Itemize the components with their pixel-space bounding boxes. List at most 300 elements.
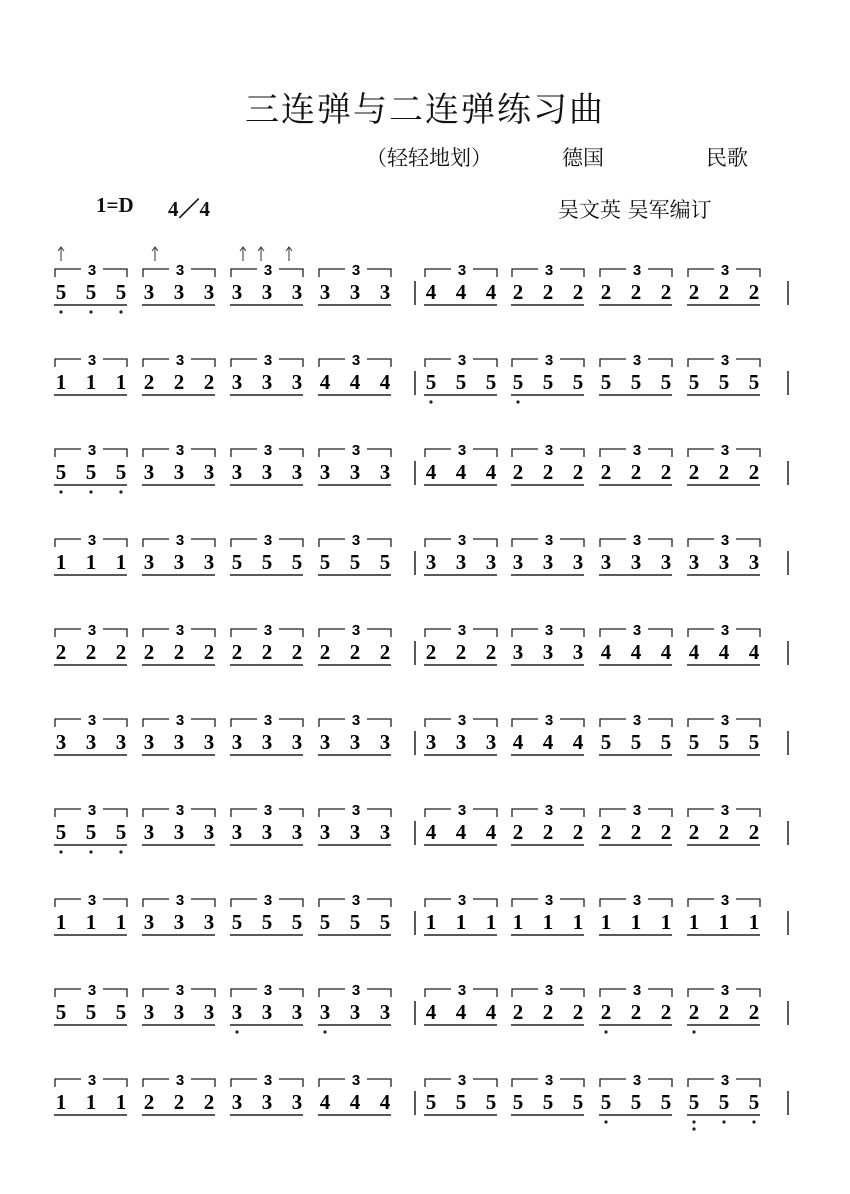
tuplet-bracket	[55, 629, 81, 637]
note-digit: 3	[231, 370, 243, 394]
note-digit: 5	[485, 370, 497, 394]
tuplet-bracket	[191, 989, 215, 997]
note-digit: 2	[748, 460, 760, 484]
tuplet-number: 3	[175, 982, 185, 999]
tuplet-number: 3	[632, 802, 642, 819]
tuplet-bracket	[319, 449, 345, 457]
tuplet-number: 3	[351, 1072, 361, 1089]
tuplet-bracket	[279, 629, 303, 637]
tuplet-bracket	[279, 989, 303, 997]
tuplet-number: 3	[263, 802, 273, 819]
note-digit: 3	[425, 550, 437, 574]
tuplet-bracket	[600, 719, 626, 727]
note-digit: 3	[173, 460, 185, 484]
tuplet-bracket	[231, 1079, 257, 1087]
tuplet-bracket	[55, 809, 81, 817]
tuplet-bracket	[55, 719, 81, 727]
tuplet-number: 3	[175, 352, 185, 369]
tuplet-bracket	[688, 809, 714, 817]
tuplet-bracket	[55, 269, 81, 277]
tuplet-bracket	[600, 629, 626, 637]
tuplet-bracket	[425, 449, 451, 457]
note-digit: 1	[572, 910, 584, 934]
tuplet-bracket	[367, 899, 391, 907]
tuplet-number: 3	[175, 1072, 185, 1089]
tuplet-number: 3	[175, 622, 185, 639]
note-digit: 4	[455, 1000, 467, 1024]
note-digit: 5	[718, 730, 730, 754]
note-digit: 3	[173, 550, 185, 574]
tuplet-bracket	[425, 539, 451, 547]
note-digit: 3	[203, 280, 215, 304]
note-digit: 2	[542, 460, 554, 484]
note-digit: 3	[512, 550, 524, 574]
note-digit: 2	[572, 1000, 584, 1024]
note-digit: 1	[85, 1090, 97, 1114]
note-digit: 3	[485, 550, 497, 574]
note-digit: 2	[512, 820, 524, 844]
note-digit: 2	[143, 370, 155, 394]
tuplet-number: 3	[263, 982, 273, 999]
tuplet-bracket	[55, 899, 81, 907]
tuplet-bracket	[191, 629, 215, 637]
tuplet-number: 3	[87, 712, 97, 729]
low-octave-dot	[59, 490, 62, 493]
tempo-marking: （轻轻地划）	[366, 146, 492, 170]
tuplet-bracket	[560, 359, 584, 367]
tuplet-number: 3	[720, 712, 730, 729]
note-digit: 5	[542, 1090, 554, 1114]
tuplet-bracket	[191, 719, 215, 727]
tuplet-bracket	[143, 629, 169, 637]
note-digit: 3	[143, 550, 155, 574]
tuplet-bracket	[648, 899, 672, 907]
tuplet-number: 3	[720, 532, 730, 549]
tuplet-number: 3	[87, 262, 97, 279]
note-digit: 5	[512, 370, 524, 394]
note-digit: 2	[600, 460, 612, 484]
tuplet-number: 3	[457, 622, 467, 639]
tuplet-bracket	[425, 1079, 451, 1087]
tuplet-number: 3	[632, 622, 642, 639]
note-digit: 1	[55, 910, 67, 934]
tuplet-number: 3	[263, 262, 273, 279]
note-digit: 5	[115, 280, 127, 304]
low-octave-dot	[516, 400, 519, 403]
note-digit: 2	[748, 820, 760, 844]
tuplet-bracket	[367, 629, 391, 637]
upbow-arrow	[152, 247, 158, 261]
note-digit: 3	[55, 730, 67, 754]
note-digit: 3	[261, 1000, 273, 1024]
tuplet-bracket	[367, 719, 391, 727]
note-digit: 2	[55, 640, 67, 664]
note-digit: 3	[572, 640, 584, 664]
tuplet-bracket	[279, 359, 303, 367]
note-digit: 2	[485, 640, 497, 664]
note-digit: 3	[231, 730, 243, 754]
note-digit: 5	[319, 550, 331, 574]
tuplet-bracket	[736, 809, 760, 817]
tuplet-number: 3	[457, 982, 467, 999]
tuplet-bracket	[191, 359, 215, 367]
note-digit: 3	[143, 460, 155, 484]
note-digit: 5	[660, 370, 672, 394]
tuplet-bracket	[103, 809, 127, 817]
note-digit: 5	[85, 460, 97, 484]
note-digit: 4	[718, 640, 730, 664]
note-digit: 3	[349, 820, 361, 844]
upbow-arrow	[286, 247, 292, 261]
note-digit: 3	[203, 550, 215, 574]
note-digit: 5	[572, 1090, 584, 1114]
tuplet-bracket	[367, 269, 391, 277]
note-digit: 5	[55, 820, 67, 844]
tuplet-number: 3	[720, 1072, 730, 1089]
origin-label: 德国	[562, 146, 604, 170]
tuplet-bracket	[648, 539, 672, 547]
note-digit: 2	[660, 820, 672, 844]
tuplet-number: 3	[263, 1072, 273, 1089]
tuplet-bracket	[191, 539, 215, 547]
tuplet-number: 3	[544, 892, 554, 909]
tuplet-number: 3	[457, 442, 467, 459]
note-digit: 5	[600, 730, 612, 754]
note-digit: 5	[718, 1090, 730, 1114]
tuplet-bracket	[231, 899, 257, 907]
tuplet-bracket	[512, 539, 538, 547]
note-digit: 2	[291, 640, 303, 664]
note-digit: 3	[261, 280, 273, 304]
note-digit: 5	[85, 1000, 97, 1024]
note-digit: 4	[485, 280, 497, 304]
tuplet-bracket	[600, 1079, 626, 1087]
note-digit: 1	[85, 550, 97, 574]
tuplet-bracket	[648, 1079, 672, 1087]
note-digit: 5	[455, 370, 467, 394]
note-digit: 5	[319, 910, 331, 934]
note-digit: 2	[455, 640, 467, 664]
note-digit: 3	[85, 730, 97, 754]
note-digit: 4	[425, 280, 437, 304]
note-digit: 3	[261, 1090, 273, 1114]
tuplet-bracket	[560, 719, 584, 727]
tuplet-bracket	[319, 989, 345, 997]
note-digit: 5	[379, 910, 391, 934]
tuplet-number: 3	[544, 352, 554, 369]
note-digit: 1	[748, 910, 760, 934]
tuplet-number: 3	[720, 442, 730, 459]
tuplet-number: 3	[457, 1072, 467, 1089]
tuplet-number: 3	[632, 1072, 642, 1089]
note-digit: 3	[542, 640, 554, 664]
upbow-arrow	[58, 247, 64, 261]
note-digit: 3	[291, 460, 303, 484]
tuplet-number: 3	[87, 532, 97, 549]
note-digit: 4	[455, 460, 467, 484]
note-digit: 4	[688, 640, 700, 664]
note-digit: 2	[542, 820, 554, 844]
note-digit: 4	[572, 730, 584, 754]
tuplet-number: 3	[351, 712, 361, 729]
note-digit: 4	[425, 820, 437, 844]
tuplet-bracket	[319, 359, 345, 367]
note-digit: 3	[231, 460, 243, 484]
tuplet-bracket	[103, 539, 127, 547]
tuplet-bracket	[560, 629, 584, 637]
tuplet-bracket	[736, 359, 760, 367]
note-digit: 3	[660, 550, 672, 574]
tuplet-number: 3	[351, 892, 361, 909]
note-digit: 3	[261, 730, 273, 754]
note-digit: 2	[718, 1000, 730, 1024]
upbow-arrow	[240, 247, 246, 261]
note-digit: 3	[319, 280, 331, 304]
tuplet-number: 3	[351, 262, 361, 279]
tuplet-number: 3	[175, 712, 185, 729]
note-digit: 5	[660, 1090, 672, 1114]
tuplet-number: 3	[87, 622, 97, 639]
note-digit: 3	[231, 1090, 243, 1114]
tuplet-bracket	[103, 1079, 127, 1087]
note-digit: 1	[115, 550, 127, 574]
note-digit: 1	[660, 910, 672, 934]
tuplet-number: 3	[632, 442, 642, 459]
tuplet-bracket	[473, 359, 497, 367]
genre-label: 民歌	[706, 146, 748, 170]
note-digit: 3	[261, 460, 273, 484]
note-digit: 2	[600, 280, 612, 304]
note-digit: 3	[173, 280, 185, 304]
tuplet-bracket	[648, 269, 672, 277]
tuplet-bracket	[688, 899, 714, 907]
note-digit: 3	[173, 910, 185, 934]
note-digit: 3	[143, 820, 155, 844]
note-digit: 4	[455, 280, 467, 304]
tuplet-number: 3	[632, 982, 642, 999]
note-digit: 2	[572, 280, 584, 304]
tuplet-bracket	[688, 359, 714, 367]
low-octave-dot	[119, 850, 122, 853]
tuplet-number: 3	[263, 442, 273, 459]
note-digit: 2	[143, 640, 155, 664]
note-digit: 3	[291, 370, 303, 394]
tuplet-number: 3	[263, 622, 273, 639]
note-digit: 3	[349, 730, 361, 754]
tuplet-bracket	[736, 449, 760, 457]
tuplet-bracket	[231, 719, 257, 727]
tuplet-number: 3	[720, 352, 730, 369]
tuplet-bracket	[319, 1079, 345, 1087]
tuplet-bracket	[319, 629, 345, 637]
note-digit: 2	[748, 280, 760, 304]
note-digit: 2	[542, 280, 554, 304]
note-digit: 4	[485, 460, 497, 484]
tuplet-bracket	[55, 989, 81, 997]
note-digit: 3	[115, 730, 127, 754]
note-digit: 5	[115, 460, 127, 484]
note-digit: 5	[425, 1090, 437, 1114]
tuplet-bracket	[736, 899, 760, 907]
note-digit: 3	[349, 460, 361, 484]
note-digit: 4	[542, 730, 554, 754]
tuplet-bracket	[55, 539, 81, 547]
upbow-arrow	[258, 247, 264, 261]
tuplet-bracket	[560, 539, 584, 547]
tuplet-bracket	[319, 269, 345, 277]
note-digit: 4	[349, 370, 361, 394]
tuplet-number: 3	[87, 1072, 97, 1089]
note-digit: 2	[688, 280, 700, 304]
note-digit: 3	[143, 280, 155, 304]
note-digit: 2	[630, 280, 642, 304]
tuplet-bracket	[103, 269, 127, 277]
low-octave-dot	[119, 490, 122, 493]
tuplet-bracket	[103, 449, 127, 457]
low-octave-dot	[89, 310, 92, 313]
note-digit: 2	[512, 280, 524, 304]
note-digit: 5	[291, 550, 303, 574]
low-octave-dot	[604, 1120, 607, 1123]
note-digit: 1	[455, 910, 467, 934]
note-digit: 3	[319, 820, 331, 844]
note-digit: 4	[485, 820, 497, 844]
page-title: 三连弹与二连弹练习曲	[245, 90, 605, 130]
tuplet-bracket	[231, 629, 257, 637]
note-digit: 3	[291, 280, 303, 304]
note-digit: 3	[143, 1000, 155, 1024]
tuplet-bracket	[688, 539, 714, 547]
note-digit: 5	[542, 370, 554, 394]
tuplet-number: 3	[720, 262, 730, 279]
note-digit: 3	[349, 280, 361, 304]
note-digit: 3	[261, 370, 273, 394]
note-digit: 5	[261, 910, 273, 934]
note-digit: 1	[512, 910, 524, 934]
note-digit: 5	[688, 1090, 700, 1114]
tuplet-bracket	[279, 809, 303, 817]
note-digit: 3	[485, 730, 497, 754]
tuplet-bracket	[600, 269, 626, 277]
tuplet-bracket	[55, 449, 81, 457]
tuplet-bracket	[367, 449, 391, 457]
note-digit: 3	[379, 460, 391, 484]
note-digit: 4	[748, 640, 760, 664]
note-digit: 4	[379, 370, 391, 394]
note-digit: 2	[600, 1000, 612, 1024]
tuplet-bracket	[143, 539, 169, 547]
tuplet-number: 3	[544, 532, 554, 549]
tuplet-bracket	[367, 809, 391, 817]
tuplet-bracket	[512, 989, 538, 997]
tuplet-bracket	[688, 719, 714, 727]
note-digit: 5	[115, 820, 127, 844]
note-digit: 1	[425, 910, 437, 934]
low-octave-dot	[59, 310, 62, 313]
tuplet-number: 3	[175, 262, 185, 279]
tuplet-bracket	[231, 539, 257, 547]
note-digit: 2	[688, 820, 700, 844]
note-digit: 2	[143, 1090, 155, 1114]
tuplet-number: 3	[351, 802, 361, 819]
tuplet-number: 3	[457, 532, 467, 549]
low-octave-dot	[323, 1030, 326, 1033]
note-digit: 1	[115, 1090, 127, 1114]
note-digit: 2	[688, 1000, 700, 1024]
note-digit: 5	[231, 910, 243, 934]
tuplet-bracket	[231, 809, 257, 817]
low-octave-dot	[604, 1030, 607, 1033]
note-digit: 3	[203, 460, 215, 484]
note-digit: 1	[55, 370, 67, 394]
tuplet-bracket	[560, 809, 584, 817]
tuplet-number: 3	[87, 892, 97, 909]
note-digit: 3	[319, 730, 331, 754]
note-digit: 2	[630, 460, 642, 484]
note-digit: 2	[748, 1000, 760, 1024]
tuplet-bracket	[279, 1079, 303, 1087]
note-digit: 5	[261, 550, 273, 574]
tuplet-bracket	[425, 719, 451, 727]
note-digit: 3	[261, 820, 273, 844]
tuplet-bracket	[648, 989, 672, 997]
note-digit: 3	[231, 280, 243, 304]
tuplet-bracket	[55, 1079, 81, 1087]
note-digit: 2	[660, 280, 672, 304]
note-digit: 5	[688, 370, 700, 394]
tuplet-bracket	[367, 359, 391, 367]
note-digit: 4	[455, 820, 467, 844]
note-digit: 3	[173, 820, 185, 844]
tuplet-bracket	[648, 449, 672, 457]
tuplet-bracket	[367, 539, 391, 547]
note-digit: 5	[748, 1090, 760, 1114]
tuplet-number: 3	[87, 802, 97, 819]
tuplet-bracket	[103, 989, 127, 997]
note-digit: 3	[349, 1000, 361, 1024]
note-digit: 3	[455, 550, 467, 574]
tuplet-bracket	[143, 899, 169, 907]
note-digit: 1	[115, 910, 127, 934]
tuplet-bracket	[736, 1079, 760, 1087]
tuplet-number: 3	[544, 712, 554, 729]
note-digit: 3	[291, 1090, 303, 1114]
tuplet-bracket	[103, 629, 127, 637]
tuplet-bracket	[512, 809, 538, 817]
note-digit: 5	[85, 280, 97, 304]
note-digit: 3	[203, 910, 215, 934]
tuplet-number: 3	[632, 892, 642, 909]
note-digit: 3	[542, 550, 554, 574]
note-digit: 2	[173, 370, 185, 394]
note-digit: 4	[512, 730, 524, 754]
note-digit: 1	[542, 910, 554, 934]
note-digit: 3	[718, 550, 730, 574]
tuplet-number: 3	[720, 982, 730, 999]
note-digit: 5	[630, 730, 642, 754]
tuplet-number: 3	[544, 982, 554, 999]
note-digit: 1	[115, 370, 127, 394]
note-digit: 5	[85, 820, 97, 844]
note-digit: 2	[660, 460, 672, 484]
tuplet-bracket	[560, 449, 584, 457]
low-octave-dot	[722, 1120, 725, 1123]
tuplet-bracket	[473, 269, 497, 277]
low-octave-dot	[752, 1120, 755, 1123]
tuplet-bracket	[425, 359, 451, 367]
note-digit: 2	[688, 460, 700, 484]
tuplet-bracket	[560, 269, 584, 277]
